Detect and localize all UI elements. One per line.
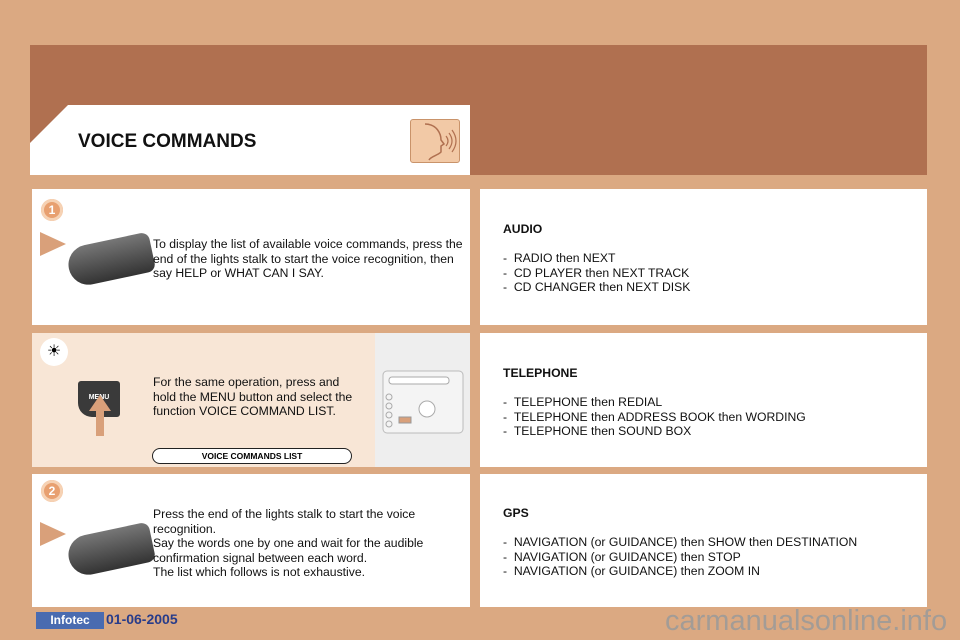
gps-section [503, 506, 857, 579]
lightbulb-icon: ☀ [40, 338, 68, 366]
step-2-text: Press the end of the lights stalk to start the voice recognition. Say the words one by one and wait for the audible confirmation signal between each word. The list which follows is not exhaustive. [153, 507, 424, 579]
list-item: - NAVIGATION (or GUIDANCE) then ZOOM IN [503, 564, 760, 578]
list-item: - CD PLAYER then NEXT TRACK [503, 265, 690, 280]
step-1-text: To display the list of available voice commands, press the end of the lights stalk to start the voice recognition, then say HELP or WHAT CAN I SAY. [153, 237, 463, 280]
watermark: carmanualsonline.info [665, 605, 948, 637]
page-title: VOICE COMMANDS [78, 131, 257, 152]
section-title: AUDIO [503, 222, 543, 236]
up-arrow-shaft [96, 410, 104, 436]
section-title: TELEPHONE [503, 366, 578, 380]
step-1-badge: 1 [41, 199, 63, 221]
infotec-logo: Infotec [36, 612, 104, 629]
step-2-badge: 2 [41, 480, 63, 502]
list-item: - CD CHANGER then NEXT DISK [503, 280, 691, 294]
list-item: - RADIO then NEXT [503, 251, 616, 265]
up-arrow-icon [89, 395, 111, 411]
section-title: GPS [503, 506, 529, 520]
list-item: - NAVIGATION (or GUIDANCE) then STOP [503, 549, 741, 564]
arrow-icon [40, 232, 66, 256]
list-item: - TELEPHONE then REDIAL [503, 395, 663, 409]
menu-button-icon: MENU [78, 381, 120, 417]
list-item: - NAVIGATION (or GUIDANCE) then SHOW then DESTINATION [503, 535, 858, 549]
telephone-section [503, 366, 806, 439]
audio-section [503, 222, 690, 295]
footer-date: 01-06-2005 [106, 611, 178, 627]
arrow-icon [40, 522, 66, 546]
radio-image [375, 333, 470, 467]
list-item: - TELEPHONE then ADDRESS BOOK then WORDING [503, 409, 806, 424]
voice-commands-list-label: VOICE COMMANDS LIST [152, 448, 352, 464]
tip-text: For the same operation, press and hold the MENU button and select the function VOICE COMMAND LIST. [153, 375, 353, 418]
list-item: - TELEPHONE then SOUND BOX [503, 424, 692, 438]
speaking-head-icon [410, 119, 460, 163]
